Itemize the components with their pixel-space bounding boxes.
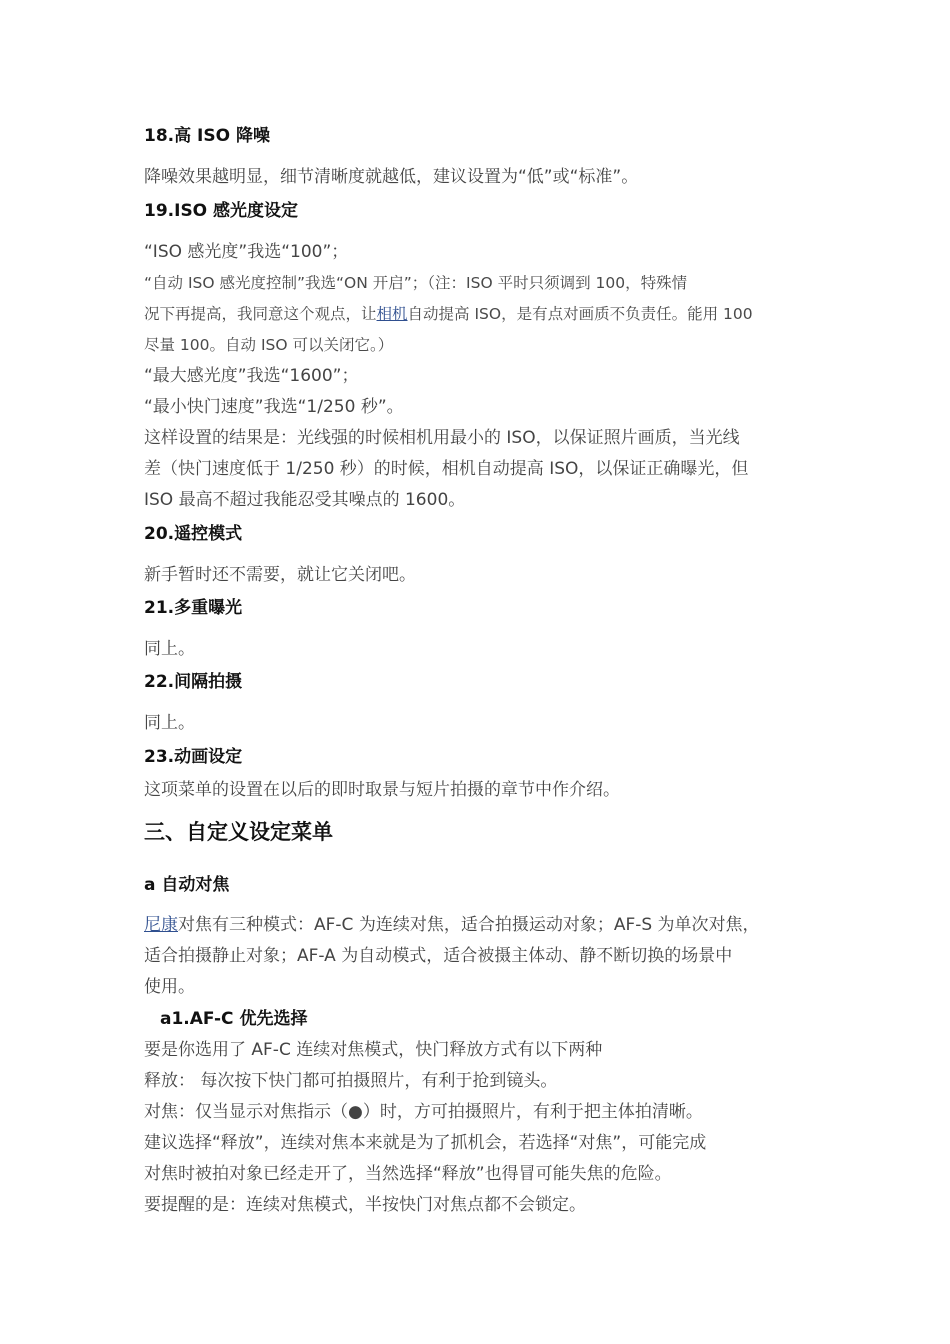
- section-a1-line-5: 对焦时被拍对象已经走开了，当然选择“释放”也得冒可能失焦的危险。: [144, 1164, 672, 1184]
- section-22-heading: 22.间隔拍摄: [144, 672, 243, 692]
- section-19-line-8: 差（快门速度低于 1/250 秒）的时候，相机自动提高 ISO，以保证正确曝光，但: [144, 459, 749, 479]
- section-a1-line-1: 要是你选用了 AF-C 连续对焦模式，快门释放方式有以下两种: [144, 1040, 603, 1060]
- section-20-body: 新手暂时还不需要，就让它关闭吧。: [144, 565, 416, 585]
- section-a-line-2: 适合拍摄静止对象；AF-A 为自动模式，适合被摄主体动、静不断切换的场景中: [144, 946, 733, 966]
- section-19-line-3: [144, 303, 753, 325]
- camera-link[interactable]: 相机: [376, 305, 408, 323]
- section-21-heading: 21.多重曝光: [144, 598, 243, 618]
- section-20-heading: 20.遥控模式: [144, 524, 243, 544]
- section-23-body: 这项菜单的设置在以后的即时取景与短片拍摄的章节中作介绍。: [144, 780, 620, 800]
- section-a1-line-6: 要提醒的是：连续对焦模式，半按快门对焦点都不会锁定。: [144, 1195, 586, 1215]
- section-a-line-1: [144, 914, 760, 936]
- section-a-line-3: 使用。: [144, 977, 195, 997]
- section-19-line-6: “最小快门速度”我选“1/250 秒”。: [144, 397, 404, 417]
- section-19-line-3-text-end: 自动提高 ISO，是有点对画质不负责任。能用 100: [407, 305, 753, 323]
- section-23-heading: 23.动画设定: [144, 747, 243, 767]
- section-22-body: 同上。: [144, 713, 195, 733]
- section-19-heading: 19.ISO 感光度设定: [144, 201, 299, 221]
- section-a1-line-3: 对焦：仅当显示对焦指示（●）时，方可拍摄照片，有利于把主体拍清晰。: [144, 1102, 703, 1122]
- section-18-body: 降噪效果越明显，细节清晰度就越低，建议设置为“低”或“标准”。: [144, 167, 639, 187]
- section-21-body: 同上。: [144, 639, 195, 659]
- section-19-line-3-text: 况下再提高，我同意这个观点，让: [144, 305, 377, 323]
- section-a1-line-2: 释放： 每次按下快门都可拍摄照片，有利于抢到镜头。: [144, 1071, 558, 1091]
- section-18-heading: 18.高 ISO 降噪: [144, 126, 270, 146]
- section-19-line-7: 这样设置的结果是：光线强的时候相机用最小的 ISO，以保证照片画质，当光线: [144, 428, 740, 448]
- section-19-line-4: 尽量 100。自动 ISO 可以关闭它。）: [144, 336, 394, 354]
- section-19-line-5: “最大感光度”我选“1600”；: [144, 366, 359, 386]
- section-a-heading: a 自动对焦: [144, 875, 230, 895]
- part-3-heading: 三、自定义设定菜单: [144, 820, 333, 844]
- section-19-line-2: “自动 ISO 感光度控制”我选“ON 开启”；（注：ISO 平时只须调到 100，特殊情: [144, 274, 688, 292]
- section-a1-heading: a1.AF-C 优先选择: [160, 1009, 308, 1029]
- section-a-line-1-text: 对焦有三种模式：AF-C 为连续对焦，适合拍摄运动对象；AF-S 为单次对焦，: [178, 915, 760, 935]
- section-19-line-1: “ISO 感光度”我选“100”；: [144, 242, 349, 262]
- section-19-line-9: ISO 最高不超过我能忍受其噪点的 1600。: [144, 490, 466, 510]
- section-a1-line-4: 建议选择“释放”，连续对焦本来就是为了抓机会，若选择“对焦”，可能完成: [144, 1133, 707, 1153]
- nikon-link[interactable]: 尼康: [144, 915, 178, 935]
